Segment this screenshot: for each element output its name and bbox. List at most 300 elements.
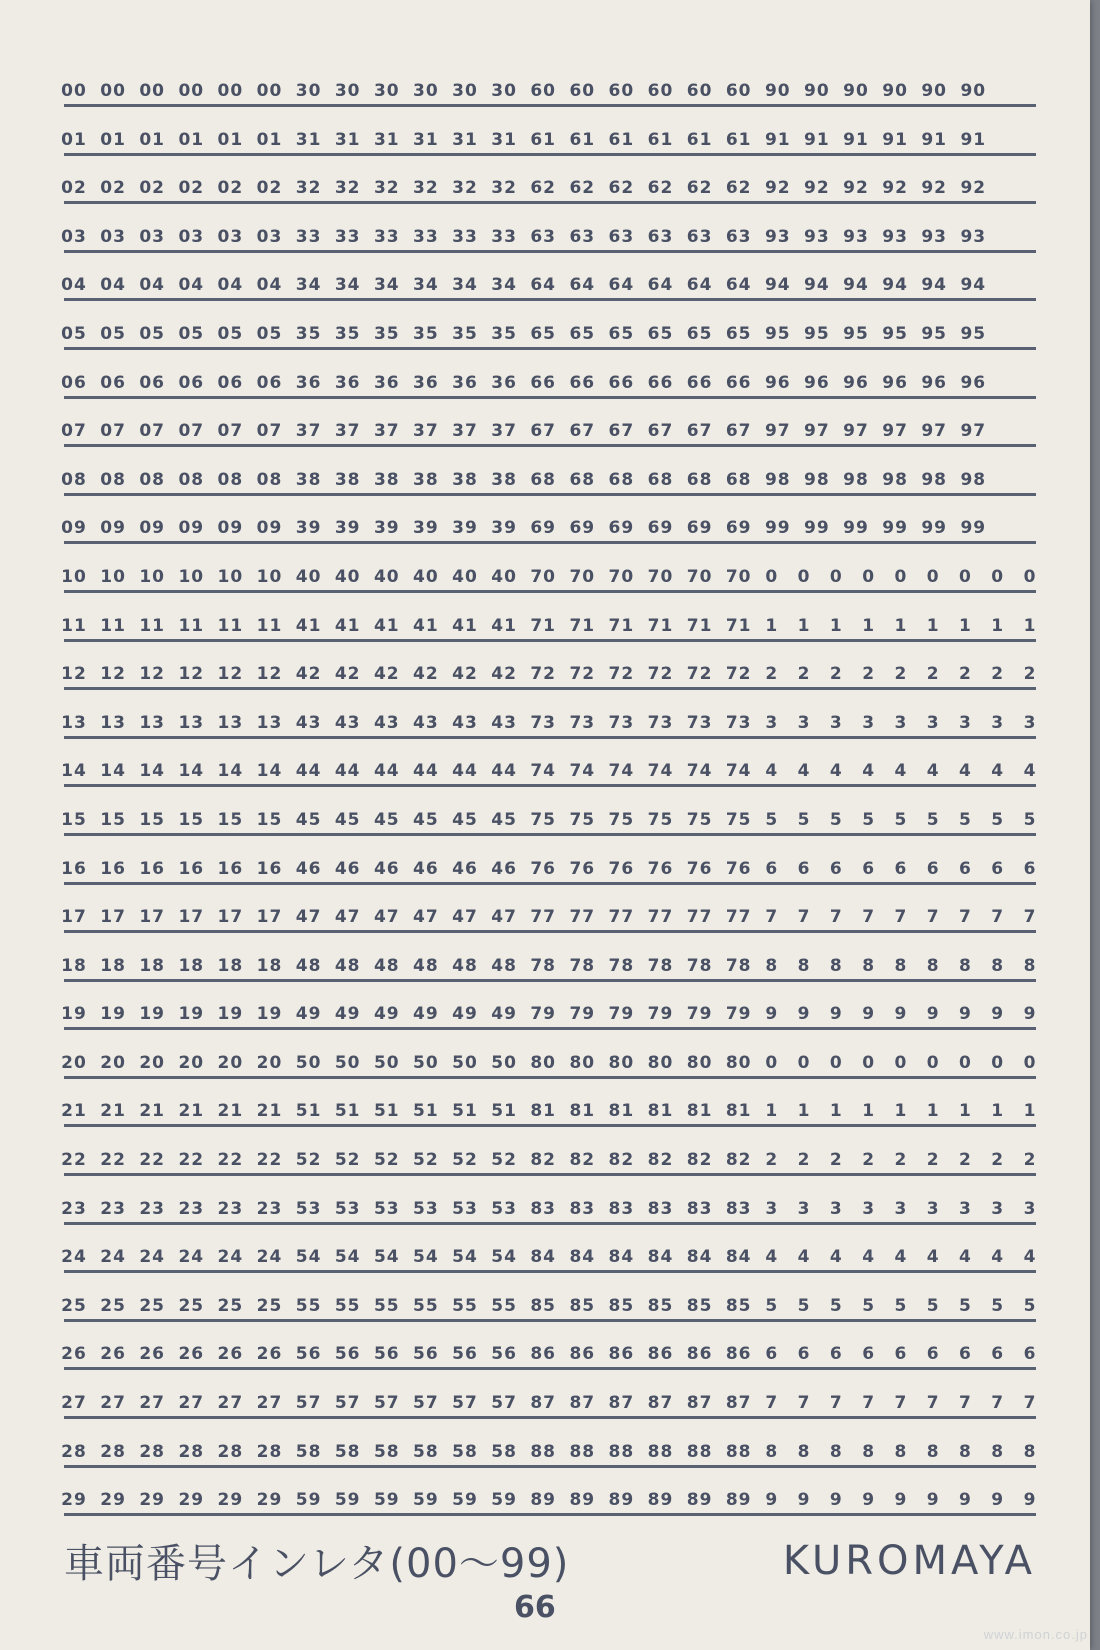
decal-number: 81	[725, 1101, 752, 1122]
decal-number: 29	[100, 1490, 126, 1511]
decal-number: 86	[569, 1344, 596, 1365]
decal-number: 5	[797, 809, 811, 830]
decal-number: 2	[894, 664, 908, 685]
decal-number: 46	[452, 858, 478, 879]
decal-number: 03	[100, 226, 126, 247]
decal-number: 7	[862, 907, 876, 928]
decal-number: 19	[217, 1004, 244, 1025]
decal-number: 17	[100, 907, 126, 928]
decal-number: 84	[530, 1247, 557, 1268]
decal-number: 92	[960, 178, 987, 199]
decal-number: 36	[413, 372, 439, 393]
decal-number: 32	[413, 178, 439, 199]
decal-number: 3	[829, 1198, 843, 1219]
decal-number: 1	[991, 1101, 1005, 1122]
decal-number: 66	[725, 372, 752, 393]
decal-number: 44	[452, 761, 478, 782]
decal-number: 08	[100, 469, 126, 490]
decal-number: 38	[334, 469, 361, 490]
decal-number: 55	[491, 1295, 517, 1316]
decal-number: 93	[960, 226, 987, 247]
decal-number: 0	[765, 566, 779, 587]
decal-number: 81	[530, 1101, 557, 1122]
decal-number: 60	[725, 81, 752, 101]
decal-number: 1	[894, 615, 908, 636]
decal-number: 3	[926, 1198, 940, 1219]
decal-number: 5	[765, 809, 779, 830]
decal-number: 1	[797, 1101, 811, 1122]
decal-number: 63	[530, 226, 557, 247]
decal-number: 1	[959, 615, 972, 636]
decal-number: 91	[921, 129, 948, 150]
decal-number: 2	[959, 1150, 972, 1171]
decal-number: 87	[530, 1393, 557, 1414]
decal-number: 56	[373, 1344, 400, 1365]
decal-number: 64	[725, 275, 752, 296]
decal-number: 92	[804, 178, 830, 199]
decal-number: 48	[491, 955, 517, 976]
decal-number: 24	[61, 1247, 87, 1268]
decal-number: 39	[491, 518, 517, 539]
decal-number: 87	[608, 1393, 635, 1414]
decal-row	[61, 218, 1036, 267]
decal-number: 8	[926, 1441, 940, 1462]
decal-number: 90	[882, 81, 908, 101]
decal-number: 2	[829, 664, 843, 685]
decal-number: 4	[797, 1247, 811, 1268]
decal-row	[61, 1335, 1037, 1384]
decal-number: 69	[530, 518, 557, 539]
decal-number: 89	[647, 1490, 674, 1511]
decal-number: 26	[256, 1344, 283, 1365]
decal-number: 3	[1023, 712, 1037, 733]
decal-number: 99	[960, 518, 987, 539]
decal-number: 23	[139, 1198, 166, 1219]
decal-number: 98	[882, 469, 908, 490]
decal-number: 30	[491, 81, 517, 101]
decal-number: 29	[217, 1490, 244, 1511]
decal-number: 53	[413, 1198, 439, 1219]
decal-number: 22	[100, 1150, 126, 1171]
decal-number: 1	[862, 1101, 876, 1122]
decal-number: 0	[894, 1052, 908, 1073]
decal-number: 93	[764, 226, 791, 247]
decal-number: 29	[178, 1490, 205, 1511]
decal-number: 83	[647, 1198, 674, 1219]
decal-number: 43	[491, 712, 517, 733]
decal-number: 98	[921, 469, 948, 490]
decal-number: 69	[569, 518, 596, 539]
decal-number: 73	[608, 712, 635, 733]
decal-number: 62	[569, 178, 596, 199]
decal-row	[61, 655, 1037, 704]
decal-number: 62	[725, 178, 752, 199]
decal-number: 2	[765, 1150, 779, 1171]
decal-number: 71	[725, 615, 752, 636]
decal-number: 23	[256, 1198, 283, 1219]
decal-row	[61, 412, 1036, 461]
decal-number: 1	[797, 615, 811, 636]
decal-number: 82	[569, 1150, 596, 1171]
decal-number: 13	[256, 712, 283, 733]
decal-number: 51	[413, 1101, 439, 1122]
decal-number: 03	[256, 226, 283, 247]
decal-number: 30	[334, 81, 361, 101]
decal-number: 34	[413, 275, 439, 296]
decal-number: 64	[608, 275, 635, 296]
decal-row	[61, 1384, 1037, 1433]
decal-number: 58	[334, 1441, 361, 1462]
decal-number: 49	[295, 1004, 322, 1025]
decal-number: 4	[926, 761, 940, 782]
decal-number: 01	[178, 129, 205, 150]
decal-number: 36	[491, 372, 517, 393]
decal-number: 62	[647, 178, 674, 199]
decal-number: 6	[765, 1344, 779, 1365]
decal-number: 3	[991, 712, 1005, 733]
decal-number: 95	[764, 323, 791, 344]
decal-number: 92	[882, 178, 908, 199]
decal-number: 99	[882, 518, 908, 539]
decal-number: 22	[139, 1150, 166, 1171]
decal-number: 5	[959, 809, 972, 830]
decal-number: 48	[452, 955, 478, 976]
decal-number: 15	[100, 809, 126, 830]
decal-number: 40	[491, 566, 517, 587]
decal-number: 93	[843, 226, 869, 247]
decal-number: 86	[725, 1344, 752, 1365]
decal-number: 28	[256, 1441, 283, 1462]
decal-number: 67	[569, 421, 596, 442]
decal-number: 06	[100, 372, 126, 393]
decal-number: 64	[686, 275, 713, 296]
decal-number: 75	[569, 809, 596, 830]
decal-number: 8	[829, 1441, 843, 1462]
decal-number: 54	[334, 1247, 361, 1268]
decal-number: 95	[882, 323, 908, 344]
decal-row	[61, 1433, 1037, 1482]
decal-number: 47	[491, 907, 517, 928]
decal-number: 76	[569, 858, 596, 879]
decal-number: 8	[991, 1441, 1005, 1462]
decal-number: 88	[530, 1441, 557, 1462]
decal-number: 92	[843, 178, 869, 199]
decal-number: 94	[843, 275, 869, 296]
decal-number: 80	[647, 1052, 674, 1073]
decal-number: 40	[295, 566, 322, 587]
decal-number: 69	[647, 518, 674, 539]
decal-number: 1	[959, 1101, 972, 1122]
decal-number: 02	[256, 178, 283, 199]
decal-number: 50	[373, 1052, 400, 1073]
decal-number: 30	[413, 81, 439, 101]
decal-number: 54	[491, 1247, 517, 1268]
decal-number: 65	[725, 323, 752, 344]
decal-number: 90	[804, 81, 830, 101]
decal-number: 32	[491, 178, 517, 199]
decal-number: 10	[217, 566, 244, 587]
decal-number: 44	[295, 761, 322, 782]
decal-number: 75	[725, 809, 752, 830]
decal-number: 13	[178, 712, 205, 733]
decal-number: 68	[530, 469, 557, 490]
decal-number: 2	[862, 664, 876, 685]
decal-number: 66	[569, 372, 596, 393]
decal-number: 66	[608, 372, 635, 393]
decal-number: 99	[804, 518, 830, 539]
decal-number: 96	[921, 372, 948, 393]
decal-number: 90	[843, 81, 869, 101]
decal-number: 9	[765, 1004, 779, 1025]
decal-number: 20	[256, 1052, 283, 1073]
decal-number: 51	[491, 1101, 517, 1122]
decal-number: 7	[1023, 1393, 1037, 1414]
decal-number: 58	[491, 1441, 517, 1462]
decal-number: 3	[862, 712, 876, 733]
decal-number: 49	[334, 1004, 361, 1025]
decal-number: 4	[894, 1247, 908, 1268]
decal-number: 97	[960, 421, 987, 442]
decal-number: 19	[256, 1004, 283, 1025]
decal-row	[61, 364, 1036, 413]
decal-number: 78	[569, 955, 596, 976]
decal-number: 80	[686, 1052, 713, 1073]
decal-number: 49	[452, 1004, 478, 1025]
decal-number: 91	[882, 129, 908, 150]
decal-number: 59	[295, 1490, 322, 1511]
decal-number: 16	[217, 858, 244, 879]
decal-number: 97	[804, 421, 830, 442]
decal-number: 3	[894, 1198, 908, 1219]
decal-number: 17	[139, 907, 166, 928]
decal-number: 2	[797, 664, 811, 685]
decal-number: 5	[862, 1295, 876, 1316]
decal-number: 04	[139, 275, 166, 296]
decal-number: 94	[960, 275, 987, 296]
decal-number: 17	[61, 907, 87, 928]
decal-number: 9	[1023, 1004, 1037, 1025]
decal-number: 6	[894, 1344, 908, 1365]
decal-number: 59	[491, 1490, 517, 1511]
decal-number: 05	[256, 323, 283, 344]
decal-number: 36	[334, 372, 361, 393]
decal-number: 6	[765, 858, 779, 879]
decal-number: 52	[452, 1150, 478, 1171]
decal-number: 61	[569, 129, 596, 150]
decal-number: 01	[100, 129, 126, 150]
decal-number: 16	[256, 858, 283, 879]
decal-number: 4	[797, 761, 811, 782]
decal-number: 8	[862, 1441, 876, 1462]
decal-number: 36	[295, 372, 322, 393]
decal-number: 7	[862, 1393, 876, 1414]
decal-number: 8	[797, 955, 811, 976]
decal-number: 74	[725, 761, 752, 782]
decal-number: 6	[926, 858, 940, 879]
decal-number: 57	[413, 1393, 439, 1414]
decal-number: 68	[569, 469, 596, 490]
decal-number: 39	[452, 518, 478, 539]
decal-row	[61, 266, 1036, 315]
decal-row	[61, 752, 1037, 801]
decal-number: 4	[862, 761, 876, 782]
decal-number: 17	[178, 907, 205, 928]
decal-number: 2	[1023, 1150, 1037, 1171]
decal-number: 70	[686, 566, 713, 587]
decal-number: 41	[491, 615, 517, 636]
decal-number: 10	[178, 566, 205, 587]
decal-number: 91	[843, 129, 869, 150]
decal-number: 04	[256, 275, 283, 296]
decal-number: 38	[373, 469, 400, 490]
decal-number: 42	[491, 664, 517, 685]
decal-number: 0	[926, 1052, 940, 1073]
decal-number: 52	[295, 1150, 322, 1171]
decal-number: 55	[373, 1295, 400, 1316]
decal-number: 96	[843, 372, 869, 393]
decal-number: 8	[1023, 955, 1037, 976]
decal-number: 88	[686, 1441, 713, 1462]
decal-number: 71	[530, 615, 557, 636]
decal-number: 73	[530, 712, 557, 733]
decal-number: 06	[139, 372, 166, 393]
decal-number: 5	[926, 809, 940, 830]
decal-number: 6	[1023, 1344, 1037, 1365]
decal-number: 50	[491, 1052, 517, 1073]
decal-number: 33	[452, 226, 478, 247]
decal-number: 73	[725, 712, 752, 733]
watermark: www.imon.co.jp	[983, 1627, 1088, 1642]
decal-number: 63	[608, 226, 635, 247]
decal-number: 83	[725, 1198, 752, 1219]
decal-number: 99	[843, 518, 869, 539]
decal-number: 38	[452, 469, 478, 490]
decal-number: 1	[765, 1101, 779, 1122]
decal-number: 60	[569, 81, 596, 101]
decal-number: 36	[452, 372, 478, 393]
decal-number: 89	[608, 1490, 635, 1511]
decal-number: 32	[373, 178, 400, 199]
decal-number: 78	[608, 955, 635, 976]
decal-number: 51	[373, 1101, 400, 1122]
decal-number: 45	[334, 809, 361, 830]
decal-number: 5	[959, 1295, 972, 1316]
decal-number: 89	[686, 1490, 713, 1511]
decal-number: 9	[894, 1490, 908, 1511]
decal-number: 46	[413, 858, 439, 879]
decal-number: 51	[334, 1101, 361, 1122]
decal-number: 94	[764, 275, 791, 296]
decal-number: 59	[452, 1490, 478, 1511]
decal-number: 43	[413, 712, 439, 733]
decal-number: 25	[139, 1295, 166, 1316]
decal-number: 80	[608, 1052, 635, 1073]
decal-number: 65	[608, 323, 635, 344]
decal-number: 34	[295, 275, 322, 296]
decal-number: 89	[530, 1490, 557, 1511]
decal-number: 07	[217, 421, 244, 442]
decal-number: 3	[765, 1198, 779, 1219]
decal-number: 50	[334, 1052, 361, 1073]
decal-number: 76	[686, 858, 713, 879]
decal-number: 93	[882, 226, 908, 247]
decal-number: 10	[256, 566, 283, 587]
decal-number: 2	[959, 664, 972, 685]
decal-number: 4	[862, 1247, 876, 1268]
decal-number: 3	[991, 1198, 1005, 1219]
decal-number: 37	[413, 421, 439, 442]
decal-number: 09	[256, 518, 283, 539]
decal-number: 81	[569, 1101, 596, 1122]
decal-number: 48	[413, 955, 439, 976]
decal-number: 90	[764, 81, 791, 101]
decal-number: 76	[647, 858, 674, 879]
decal-number: 00	[256, 81, 283, 101]
decal-number: 50	[452, 1052, 478, 1073]
decal-number: 95	[804, 323, 830, 344]
decal-number: 62	[608, 178, 635, 199]
decal-number: 26	[61, 1344, 87, 1365]
decal-number: 50	[295, 1052, 322, 1073]
decal-number: 27	[256, 1393, 283, 1414]
decal-number: 8	[797, 1441, 811, 1462]
decal-number: 39	[295, 518, 322, 539]
decal-number: 38	[295, 469, 322, 490]
decal-number: 12	[178, 664, 205, 685]
decal-number: 68	[725, 469, 752, 490]
decal-number: 31	[334, 129, 361, 150]
decal-number: 6	[1023, 858, 1037, 879]
decal-number: 39	[413, 518, 439, 539]
decal-number: 90	[921, 81, 948, 101]
decal-number: 15	[178, 809, 205, 830]
decal-number: 58	[452, 1441, 478, 1462]
decal-number: 41	[413, 615, 439, 636]
decal-number: 59	[334, 1490, 361, 1511]
decal-number: 49	[373, 1004, 400, 1025]
decal-number: 88	[647, 1441, 674, 1462]
decal-number: 72	[530, 664, 557, 685]
page-number: 66	[514, 1590, 556, 1625]
decal-number: 17	[217, 907, 244, 928]
decal-number: 81	[686, 1101, 713, 1122]
decal-number: 67	[530, 421, 557, 442]
decal-number: 2	[926, 1150, 940, 1171]
decal-number: 07	[178, 421, 205, 442]
decal-number: 01	[139, 129, 166, 150]
decal-number: 12	[139, 664, 166, 685]
decal-number: 3	[1023, 1198, 1037, 1219]
decal-number: 4	[829, 761, 843, 782]
decal-number: 72	[647, 664, 674, 685]
decal-number: 13	[139, 712, 166, 733]
decal-number: 33	[295, 226, 322, 247]
decal-row	[61, 1481, 1037, 1530]
decal-number: 97	[921, 421, 948, 442]
decal-number: 6	[959, 858, 972, 879]
decal-number: 42	[373, 664, 400, 685]
decal-number: 3	[959, 712, 972, 733]
decal-number: 40	[334, 566, 361, 587]
decal-number: 2	[894, 1150, 908, 1171]
decal-number: 46	[334, 858, 361, 879]
decal-number: 82	[647, 1150, 674, 1171]
decal-number: 66	[530, 372, 557, 393]
decal-number: 48	[295, 955, 322, 976]
decal-number: 7	[926, 907, 940, 928]
decal-number: 74	[530, 761, 557, 782]
decal-number: 60	[686, 81, 713, 101]
